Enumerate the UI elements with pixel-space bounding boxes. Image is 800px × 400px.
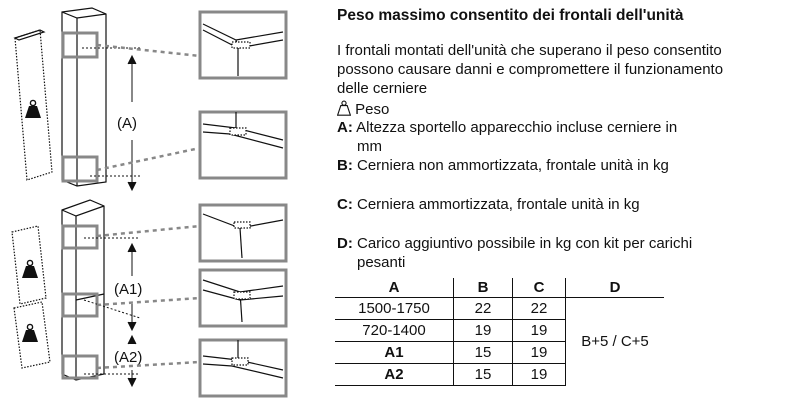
single-door-appliance bbox=[15, 8, 106, 186]
intro-line-1: I frontali montati dell'unità che superano il peso consentito bbox=[337, 42, 722, 59]
intro-line-3: delle cerniere bbox=[337, 80, 428, 97]
connector-4 bbox=[97, 298, 200, 305]
legend-a bbox=[337, 119, 677, 137]
cell-c: 19 bbox=[513, 320, 566, 342]
label-a: (A) bbox=[117, 115, 137, 132]
legend-a-text: Altezza sportello apparecchio incluse cerniere in bbox=[356, 119, 678, 136]
legend-a-cont: mm bbox=[357, 138, 382, 155]
legend-d bbox=[337, 235, 692, 253]
cell-a: A1 bbox=[335, 342, 454, 364]
table-row bbox=[335, 298, 664, 320]
weight-icon bbox=[337, 100, 351, 116]
legend-d-cont: pesanti bbox=[357, 254, 406, 271]
section-title: Peso massimo consentito dei frontali dell'unità bbox=[337, 7, 684, 24]
legend-b bbox=[337, 157, 669, 175]
cell-b: 22 bbox=[454, 298, 513, 320]
header-c: C bbox=[513, 278, 566, 298]
hinge-diagram bbox=[0, 0, 330, 400]
key-b: B: bbox=[337, 157, 353, 174]
cell-a: A2 bbox=[335, 364, 454, 386]
cell-b: 15 bbox=[454, 364, 513, 386]
cell-a: 1500-1750 bbox=[335, 298, 454, 320]
label-a1: (A1) bbox=[114, 281, 143, 298]
cell-c: 19 bbox=[513, 364, 566, 386]
header-b: B bbox=[454, 278, 513, 298]
legend-d-text: Carico aggiuntivo possibile in kg con kit per carichi bbox=[357, 235, 693, 252]
legend-c-text: Cerniera ammortizzata, frontale unità in kg bbox=[357, 196, 640, 213]
weight-table bbox=[335, 278, 664, 386]
header-a: A bbox=[335, 278, 454, 298]
key-a: A: bbox=[337, 119, 353, 136]
label-a2: (A2) bbox=[114, 349, 143, 366]
cell-c: 19 bbox=[513, 342, 566, 364]
cell-b: 15 bbox=[454, 342, 513, 364]
legend-b-text: Cerniera non ammortizzata, frontale unità in kg bbox=[357, 157, 669, 174]
key-d: D: bbox=[337, 235, 353, 252]
connector-3 bbox=[97, 226, 200, 236]
legend-c bbox=[337, 196, 640, 214]
connector-1 bbox=[97, 45, 200, 56]
cell-c: 22 bbox=[513, 298, 566, 320]
key-c: C: bbox=[337, 196, 353, 213]
header-d: D bbox=[566, 278, 665, 298]
cell-a: 720-1400 bbox=[335, 320, 454, 342]
connector-5 bbox=[97, 362, 200, 368]
peso-label: Peso bbox=[355, 101, 390, 118]
legend-peso bbox=[337, 100, 389, 119]
cell-d-merged: B+5 / C+5 bbox=[566, 298, 665, 386]
intro-line-2: possono causare danni e compromettere il funzionamento bbox=[337, 61, 724, 78]
connector-2 bbox=[97, 148, 200, 170]
table-header-row bbox=[335, 278, 664, 298]
cell-b: 19 bbox=[454, 320, 513, 342]
detail-box-3 bbox=[200, 205, 286, 261]
